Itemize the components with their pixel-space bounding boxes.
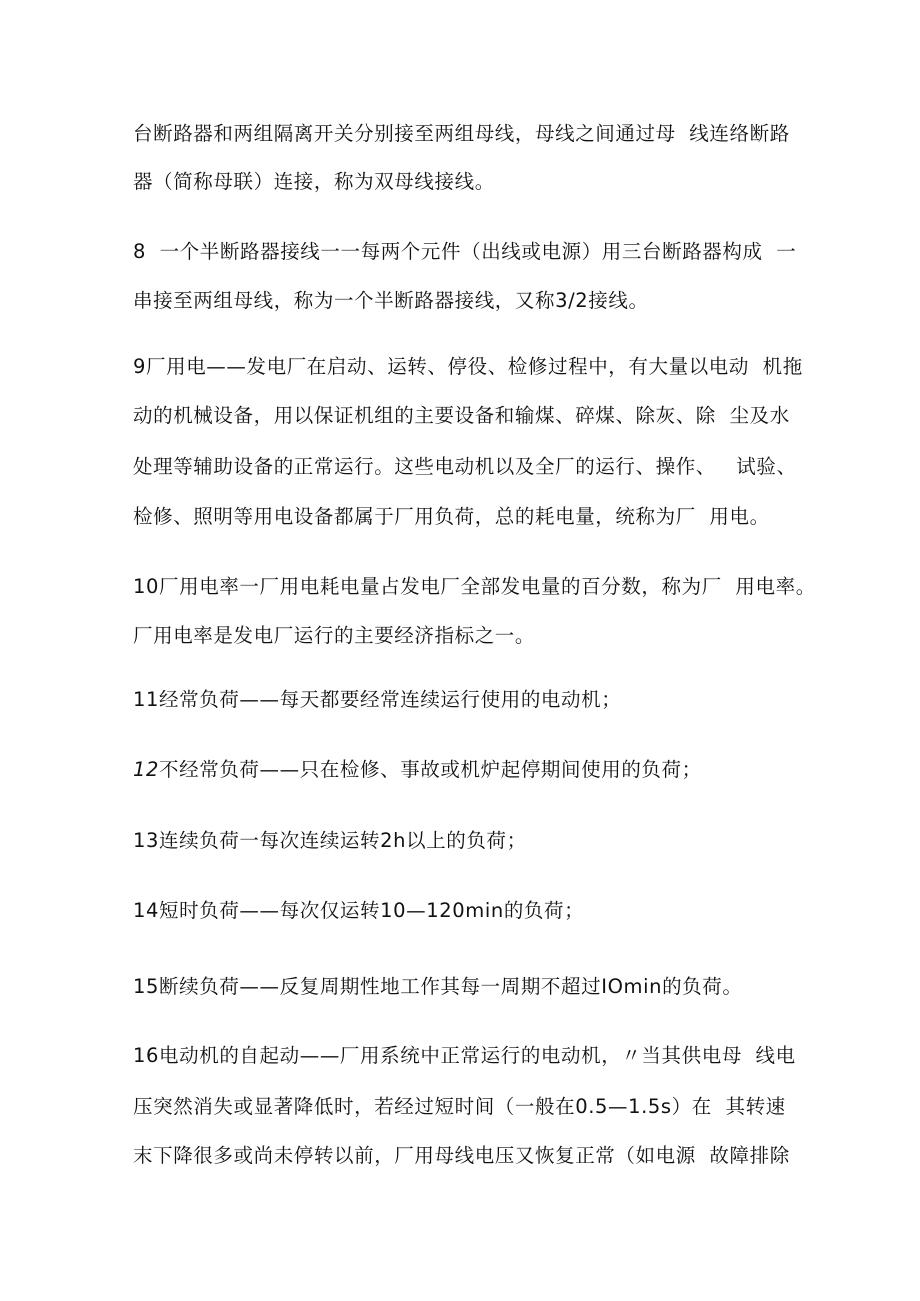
text-line: 9厂用电——发电厂在启动、运转、停役、检修过程中，有大量以电动 机拖 — [133, 355, 803, 378]
text-line: 13连续负荷一每次连续运转2h以上的负荷； — [133, 829, 527, 852]
text-line: 检修、照明等用电设备都属于厂用负荷，总的耗电量，统称为厂 用电。 — [133, 505, 770, 528]
text-line: 台断路器和两组隔离开关分别接至两组母线，母线之间通过母 线连络断路 — [133, 122, 790, 145]
text-line: 末下降很多或尚未停转以前，厂用母线电压又恢复正常（如电源 故障排除 — [133, 1144, 790, 1167]
text-line: 厂用电率是发电厂运行的主要经济指标之一。 — [133, 624, 536, 647]
text-line: 14短时负荷——每次仅运转10—120min的负荷； — [133, 899, 585, 922]
text-line: 动的机械设备，用以保证机组的主要设备和输煤、碎煤、除灰、除 尘及水 — [133, 404, 790, 427]
text-line: 11经常负荷——每天都要经常连续运行使用的电动机； — [133, 688, 622, 711]
item-text: 不经常负荷——只在检修、事故或机炉起停期间使用的负荷； — [159, 758, 702, 781]
text-line — [133, 756, 702, 784]
text-line: 器（简称母联）连接，称为双母线接线。 — [133, 170, 495, 193]
text-line: 8 一个半断路器接线一一每两个元件（出线或电源）用三台断路器构成 一 — [133, 240, 797, 263]
text-line: 15断续负荷——反复周期性地工作其每一周期不超过IOmin的负荷。 — [133, 975, 743, 998]
text-line: 处理等辅助设备的正常运行。这些电动机以及全厂的运行、操作、 试验、 — [133, 455, 797, 478]
text-line: 串接至两组母线，称为一个半断路器接线，又称3/2接线。 — [133, 289, 649, 312]
text-line: 压突然消失或显著降低时，若经过短时间（一般在0.5—1.5s）在 其转速 — [133, 1095, 786, 1118]
text-line: 10厂用电率一厂用电耗电量占发电厂全部发电量的百分数，称为厂 用电率。 — [133, 575, 816, 598]
text-line: 16电动机的自起动——厂用系统中正常运行的电动机，〃当其供电母 线电 — [133, 1044, 796, 1067]
item-number: 12 — [133, 758, 160, 781]
